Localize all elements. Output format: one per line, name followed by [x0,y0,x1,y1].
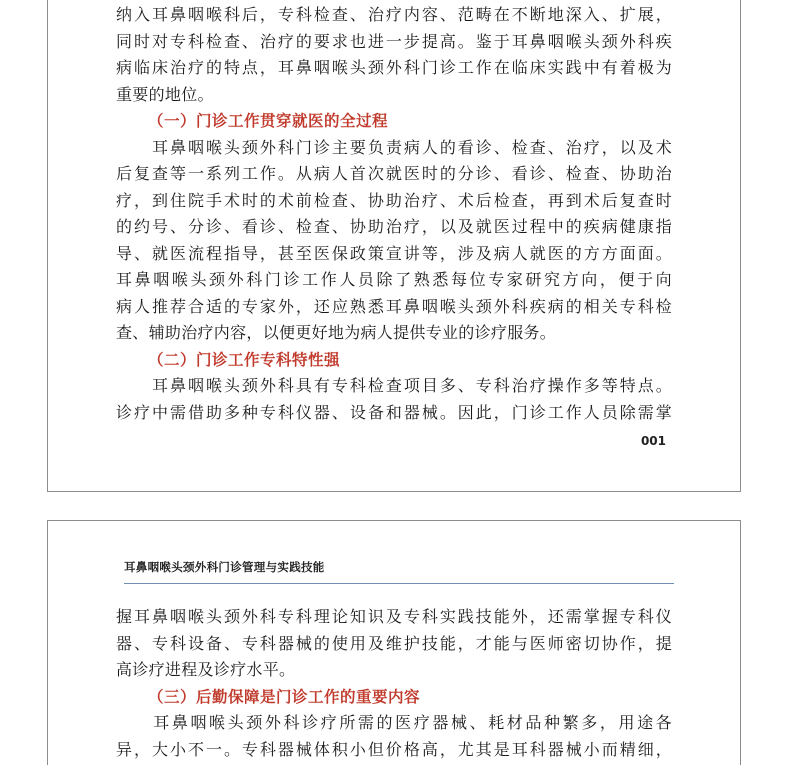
text-line: 异，大小不一。专科器械体积小但价格高，尤其是耳科器械小而精细， [116,739,672,759]
section-heading-3: （三）后勤保障是门诊工作的重要内容 [148,687,421,706]
page-001-body [116,2,672,426]
text-line: 纳入耳鼻咽喉科后，专科检查、治疗内容、范畴在不断地深入、扩展， [116,5,672,24]
book-page-001 [47,0,741,492]
text-line: 耳鼻咽喉头颈外科具有专科检查项目多、专科治疗操作多等特点。 [116,376,672,395]
text-line: 疗，到住院手术时的术前检查、协助治疗、术后检查，再到术后复查时 [116,190,672,210]
section-heading-2: （二）门诊工作专科特性强 [148,350,341,369]
running-header: 耳鼻咽喉头颈外科门诊管理与实践技能 [124,559,674,584]
text-line: 耳鼻咽喉头颈外科诊疗所需的医疗器械、耗材品种繁多，用途各 [116,713,672,732]
continued-paragraph [116,604,672,684]
text-line: 高诊疗进程及诊疗水平。 [116,660,296,679]
page-002-body [116,604,672,763]
text-line: 握耳鼻咽喉头颈外科专科理论知识及专科实践技能外，还需掌握专科仪 [116,607,672,626]
intro-paragraph [116,2,672,108]
text-line: 后复查等一系列工作。从病人首次就医时的分诊、看诊、检查、协助治 [116,164,672,183]
text-line: 查、辅助治疗内容，以便更好地为病人提供专业的诊疗服务。 [116,323,557,342]
text-line: 重要的地位。 [116,84,214,104]
section-1-paragraph [116,135,672,347]
text-line: 导、就医流程指导，甚至医保政策宣讲等，涉及病人就医的方方面面。 [116,243,672,263]
text-line: 耳鼻咽喉头颈外科门诊主要负责病人的看诊、检查、治疗，以及术 [116,137,672,157]
text-line: 的约号、分诊、看诊、检查、协助治疗，以及就医过程中的疾病健康指 [116,217,672,236]
text-line: 病临床治疗的特点，耳鼻咽喉头颈外科门诊工作在临床实践中有着极为 [116,58,672,77]
text-line: 耳鼻咽喉头颈外科门诊工作人员除了熟悉每位专家研究方向，便于向 [116,270,672,289]
section-2-paragraph [116,373,672,426]
text-line: 诊疗中需借助多种专科仪器、设备和器械。因此，门诊工作人员除需掌 [116,402,672,422]
section-heading-1: （一）门诊工作贯穿就医的全过程 [148,112,389,130]
text-line: 同时对专科检查、治疗的要求也进一步提高。鉴于耳鼻咽喉头颈外科疾 [116,31,672,51]
text-line: 器、专科设备、专科器械的使用及维护技能，才能与医师密切协作，提 [116,633,672,653]
section-3-paragraph [116,710,672,763]
book-page-002 [47,520,741,765]
text-line: 病人推荐合适的专家外，还应熟悉耳鼻咽喉头颈外科疾病的相关专科检 [116,296,672,316]
page-number: 001 [640,434,666,448]
